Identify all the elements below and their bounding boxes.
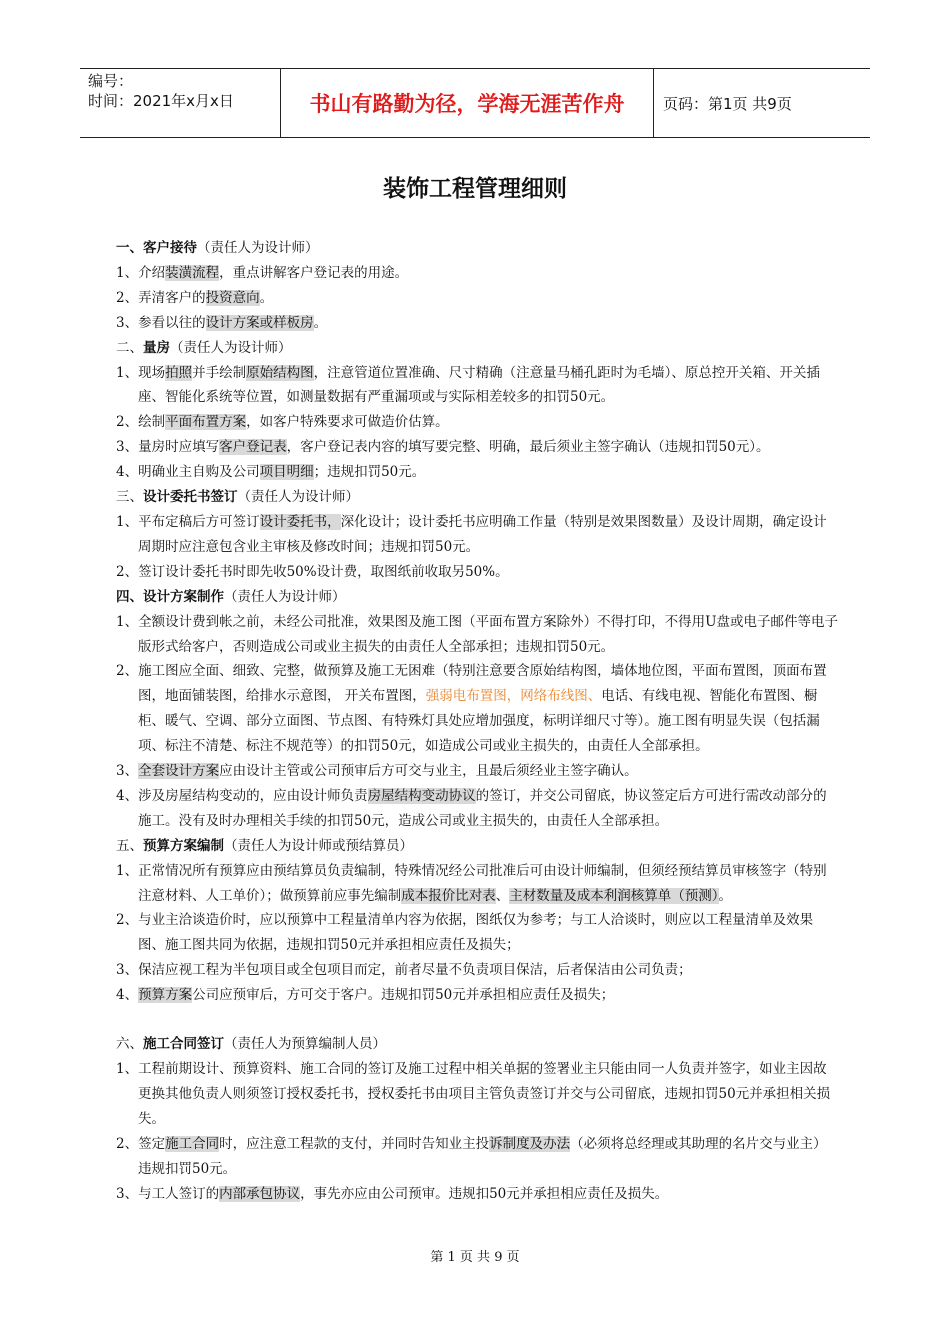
section-heading: 三、设计委托书签订（责任人为设计师） (116, 489, 359, 506)
section-heading: 一、客户接待（责任人为设计师） (116, 240, 319, 256)
list-item: 4、涉及房屋结构变动的，应由设计师负责房屋结构变动协议的签订，并交公司留底，协议签定后方可进行需改动部分的施工。没有及时办理相关手续的扣罚50元，造成公司或业主损失的，由责任人全部承担。 (116, 787, 827, 829)
section-heading: 五、预算方案编制（责任人为设计师或预结算员） (116, 837, 413, 854)
list-item: 1、平布定稿后方可签订设计委托书，深化设计；设计委托书应明确工作量（特别是效果图数量）及设计周期，确定设计周期时应注意包含业主审核及修改时间；违规扣罚50元。 (116, 513, 827, 555)
list-item: 2、签定施工合同时，应注意工程款的支付，并同时告知业主投诉制度及办法（必须将总经理或其助理的名片交与业主）违规扣罚50元。 (116, 1135, 827, 1177)
section-heading: 二、量房（责任人为设计师） (116, 339, 292, 356)
list-item: 2、弄清客户的投资意向。 (116, 289, 274, 306)
list-item: 3、量房时应填写客户登记表，客户登记表内容的填写要完整、明确，最后须业主签字确认（违规扣罚50元）。 (116, 439, 770, 456)
list-item: 1、全额设计费到帐之前，未经公司批准，效果图及施工图（平面布置方案除外）不得打印，不得用U盘或电子邮件等电子版形式给客户，否则造成公司或业主损失的由责任人全部承担；违规扣罚50元。 (116, 613, 838, 655)
list-item: 1、介绍装潢流程，重点讲解客户登记表的用途。 (116, 264, 409, 281)
list-item: 3、保洁应视工程为半包项目或全包项目而定，前者尽量不负责项目保洁，后者保洁由公司负责； (116, 962, 692, 979)
list-item: 2、与业主洽谈造价时，应以预算中工程量清单内容为依据，图纸仅为参考；与工人洽谈时，则应以工程量清单及效果图、施工图共同为依据，违规扣罚50元并承担相应责任及损失； (116, 912, 814, 954)
document-number-label: 编号： (88, 72, 134, 90)
header-motto: 书山有路勤为径，学海无涯苦作舟 (309, 92, 625, 116)
document-title: 装饰工程管理细则 (383, 176, 567, 202)
section-heading: 六、施工合同签订（责任人为预算编制人员） (116, 1036, 386, 1053)
header-divider (653, 69, 654, 137)
list-item: 2、签订设计委托书时即先收50%设计费，取图纸前收取另50%。 (116, 563, 509, 580)
list-item: 1、现场拍照并手绘制原始结构图，注意管道位置准确、尺寸精确（注意量马桶孔距时为毛墙）、原总控开关箱、开关插座、智能化系统等位置，如测量数据有严重漏项或与实际相差较多的扣罚50元。 (116, 364, 820, 406)
page-footer: 第 1 页 共 9 页 (430, 1250, 520, 1265)
spacer (116, 1008, 838, 1032)
document-date: 时间：2021年x月x日 (88, 92, 234, 110)
list-item: 1、正常情况所有预算应由预结算员负责编制，特殊情况经公司批准后可由设计师编制，但须经预结算员审核签字（特别注意材料、人工单价）；做预算前应事先编制成本报价比对表、主材数量及成本利润核算单（预测）。 (116, 862, 827, 904)
list-item: 3、参看以往的设计方案或样板房。 (116, 314, 328, 331)
list-item: 3、全套设计方案应由设计主管或公司预审后方可交与业主，且最后须经业主签字确认。 (116, 763, 638, 780)
section-heading: 四、设计方案制作（责任人为设计师） (116, 588, 346, 605)
header-page-number: 页码：第1页 共9页 (663, 94, 792, 113)
list-item: 4、明确业主自购及公司项目明细；违规扣罚50元。 (116, 464, 426, 481)
document-body (116, 236, 838, 1206)
list-item: 3、与工人签订的内部承包协议，事先亦应由公司预审。违规扣50元并承担相应责任及损失。 (116, 1185, 669, 1202)
page-header (80, 68, 870, 138)
list-item: 2、施工图应全面、细致、完整，做预算及施工无困难（特别注意要含原始结构图，墙体地位图，平面布置图，顶面布置图，地面铺装图，给排水示意图， 开关布置图，强弱电布置图，网络布线图、电话、有线电视、智能化布置图、橱柜、暖气、空调、部分立面图、节点图、有特殊灯具处应增加强度，标明详细尺寸等）。施工图有明显失误（包括漏项、标注不清楚、标注不规范等）的扣罚50元，如造成公司或业主损失的，由责任人全部承担。 (116, 663, 827, 755)
list-item: 4、预算方案公司应预审后，方可交于客户。违规扣罚50元并承担相应责任及损失； (116, 987, 615, 1004)
header-meta (88, 71, 278, 111)
list-item: 1、工程前期设计、预算资料、施工合同的签订及施工过程中相关单据的签署业主只能由同一人负责并签字，如业主因故更换其他负责人则须签订授权委托书，授权委托书由项目主管负责签订并交与公司留底，违规扣罚50元并承担相关损失。 (116, 1061, 831, 1127)
list-item: 2、绘制平面布置方案，如客户特殊要求可做造价估算。 (116, 414, 449, 431)
